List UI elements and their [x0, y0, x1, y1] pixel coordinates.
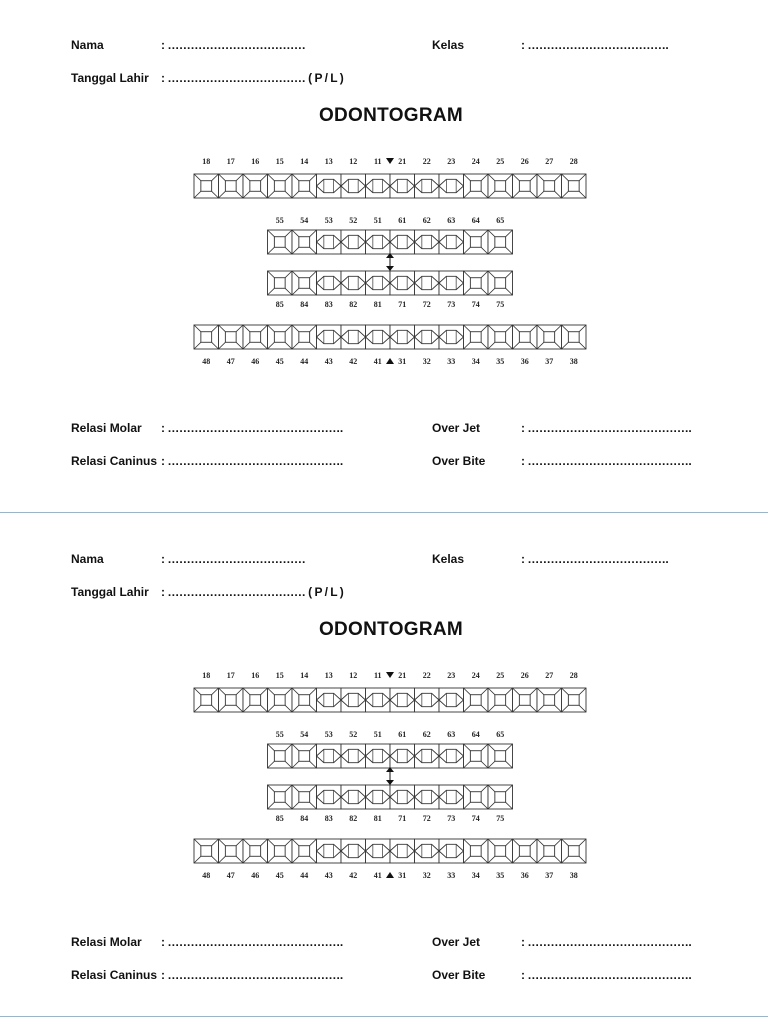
tooth-number: 83: [324, 814, 333, 823]
tooth-33[interactable]: [439, 325, 464, 349]
relasi-molar-label: Relasi Molar: [71, 935, 142, 949]
tooth-23[interactable]: [439, 688, 464, 712]
odontogram-chart: [0, 150, 768, 390]
tanggal-lahir-field[interactable]: : ……………………………… ( P / L ): [161, 71, 344, 85]
tooth-43[interactable]: [317, 325, 342, 349]
tooth-number: 27: [545, 157, 554, 166]
tooth-number: 45: [275, 871, 284, 880]
tooth-number: 85: [275, 814, 284, 823]
tooth-21[interactable]: [390, 174, 415, 198]
tooth-45[interactable]: [268, 325, 293, 349]
tooth-71[interactable]: [390, 785, 415, 809]
tooth-number: 36: [520, 357, 529, 366]
tooth-47[interactable]: [219, 839, 244, 863]
tooth-22[interactable]: [415, 688, 440, 712]
over-bite-label: Over Bite: [432, 968, 486, 982]
tooth-number: 23: [447, 157, 456, 166]
tooth-number: 38: [569, 871, 578, 880]
tooth-71[interactable]: [390, 271, 415, 295]
over-jet-label: Over Jet: [432, 935, 481, 949]
tooth-number: 51: [373, 730, 382, 739]
tooth-53[interactable]: [317, 230, 342, 254]
kelas-field[interactable]: : ……………………………….: [521, 38, 669, 52]
tooth-number: 41: [373, 871, 382, 880]
odontogram-title: ODONTOGRAM: [318, 619, 464, 640]
tooth-number: 48: [202, 871, 211, 880]
nama-field[interactable]: : ………………………………: [161, 38, 306, 52]
tooth-75[interactable]: [488, 785, 513, 809]
tooth-38[interactable]: [562, 839, 587, 863]
tooth-number: 41: [373, 357, 382, 366]
tooth-72[interactable]: [415, 785, 440, 809]
tooth-31[interactable]: [390, 839, 415, 863]
tooth-number: 51: [373, 216, 382, 225]
tooth-number: 42: [349, 871, 358, 880]
tooth-number: 11: [373, 157, 382, 166]
tooth-42[interactable]: [341, 839, 366, 863]
tooth-number: 71: [398, 300, 407, 309]
relasi-molar-field[interactable]: : ……………………………………….: [161, 935, 343, 949]
tooth-number: 21: [398, 671, 407, 680]
tooth-number: 32: [422, 871, 431, 880]
tooth-15[interactable]: [268, 688, 293, 712]
tooth-number: 31: [398, 357, 407, 366]
tooth-number: 61: [398, 730, 407, 739]
section-divider: [0, 512, 768, 513]
kelas-label: Kelas: [432, 552, 465, 566]
tooth-number: 17: [226, 157, 235, 166]
tooth-52[interactable]: [341, 744, 366, 768]
relasi-caninus-field[interactable]: : ……………………………………….: [161, 454, 343, 468]
relasi-molar-field[interactable]: : ……………………………………….: [161, 421, 343, 435]
tooth-75[interactable]: [488, 271, 513, 295]
relasi-molar-label: Relasi Molar: [71, 421, 142, 435]
tooth-number: 63: [447, 730, 456, 739]
tooth-15[interactable]: [268, 174, 293, 198]
tooth-62[interactable]: [415, 744, 440, 768]
tooth-number: 15: [275, 671, 284, 680]
over-jet-field[interactable]: : …………………………………….: [521, 421, 692, 435]
tooth-48[interactable]: [194, 839, 219, 863]
tooth-number: 72: [422, 300, 431, 309]
tooth-number: 53: [324, 730, 333, 739]
tooth-number: 11: [373, 671, 382, 680]
kelas-label: Kelas: [432, 38, 465, 52]
tooth-number: 47: [226, 357, 235, 366]
tooth-number: 24: [471, 671, 480, 680]
tooth-number: 26: [520, 671, 529, 680]
tooth-number: 74: [471, 814, 480, 823]
tooth-18[interactable]: [194, 688, 219, 712]
tooth-32[interactable]: [415, 325, 440, 349]
tooth-54[interactable]: [292, 230, 317, 254]
tooth-82[interactable]: [341, 271, 366, 295]
tooth-number: 53: [324, 216, 333, 225]
tooth-46[interactable]: [243, 839, 268, 863]
tooth-number: 81: [373, 814, 382, 823]
over-bite-field[interactable]: : …………………………………….: [521, 454, 692, 468]
tooth-number: 72: [422, 814, 431, 823]
tooth-number: 54: [300, 216, 309, 225]
tooth-number: 65: [496, 730, 505, 739]
tooth-48[interactable]: [194, 325, 219, 349]
tooth-17[interactable]: [219, 174, 244, 198]
tooth-51[interactable]: [366, 230, 391, 254]
tooth-33[interactable]: [439, 839, 464, 863]
tooth-number: 18: [202, 157, 211, 166]
tooth-number: 16: [251, 671, 260, 680]
tooth-53[interactable]: [317, 744, 342, 768]
tooth-64[interactable]: [464, 230, 489, 254]
tooth-number: 46: [251, 871, 260, 880]
tooth-85[interactable]: [268, 785, 293, 809]
tooth-number: 25: [496, 671, 505, 680]
tooth-number: 14: [300, 157, 309, 166]
tooth-82[interactable]: [341, 785, 366, 809]
tooth-34[interactable]: [464, 325, 489, 349]
tooth-number: 13: [324, 671, 333, 680]
tooth-84[interactable]: [292, 785, 317, 809]
tooth-number: 45: [275, 357, 284, 366]
tooth-26[interactable]: [513, 688, 538, 712]
tooth-23[interactable]: [439, 174, 464, 198]
over-bite-label: Over Bite: [432, 454, 486, 468]
tooth-number: 18: [202, 671, 211, 680]
tooth-28[interactable]: [562, 174, 587, 198]
tooth-46[interactable]: [243, 325, 268, 349]
tooth-number: 12: [349, 671, 358, 680]
tooth-28[interactable]: [562, 688, 587, 712]
tooth-number: 35: [496, 871, 505, 880]
tooth-number: 37: [545, 357, 554, 366]
tooth-18[interactable]: [194, 174, 219, 198]
odontogram-title: ODONTOGRAM: [318, 105, 464, 126]
relasi-caninus-label: Relasi Caninus: [71, 454, 158, 468]
tooth-number: 13: [324, 157, 333, 166]
tooth-47[interactable]: [219, 325, 244, 349]
tooth-number: 44: [300, 357, 309, 366]
tooth-41[interactable]: [366, 325, 391, 349]
tooth-number: 71: [398, 814, 407, 823]
tooth-12[interactable]: [341, 174, 366, 198]
tooth-36[interactable]: [513, 839, 538, 863]
tooth-73[interactable]: [439, 271, 464, 295]
tooth-62[interactable]: [415, 230, 440, 254]
tooth-number: 75: [496, 814, 505, 823]
tooth-number: 24: [471, 157, 480, 166]
tooth-83[interactable]: [317, 271, 342, 295]
tooth-24[interactable]: [464, 688, 489, 712]
odontogram-form-2: [0, 514, 768, 1028]
tooth-11[interactable]: [366, 688, 391, 712]
over-bite-field[interactable]: : …………………………………….: [521, 968, 692, 982]
tooth-44[interactable]: [292, 325, 317, 349]
tooth-number: 14: [300, 671, 309, 680]
tooth-13[interactable]: [317, 688, 342, 712]
tooth-27[interactable]: [537, 174, 562, 198]
tooth-number: 17: [226, 671, 235, 680]
tooth-21[interactable]: [390, 688, 415, 712]
tooth-63[interactable]: [439, 230, 464, 254]
tooth-11[interactable]: [366, 174, 391, 198]
tooth-42[interactable]: [341, 325, 366, 349]
tooth-31[interactable]: [390, 325, 415, 349]
tooth-35[interactable]: [488, 839, 513, 863]
tooth-74[interactable]: [464, 785, 489, 809]
tooth-number: 33: [447, 871, 456, 880]
tooth-12[interactable]: [341, 688, 366, 712]
tooth-number: 65: [496, 216, 505, 225]
tooth-51[interactable]: [366, 744, 391, 768]
tooth-number: 84: [300, 300, 309, 309]
tanggal-lahir-label: Tanggal Lahir: [71, 585, 149, 599]
tooth-41[interactable]: [366, 839, 391, 863]
tooth-61[interactable]: [390, 744, 415, 768]
tooth-55[interactable]: [268, 230, 293, 254]
tooth-13[interactable]: [317, 174, 342, 198]
tooth-number: 62: [422, 216, 431, 225]
tooth-number: 27: [545, 671, 554, 680]
tooth-27[interactable]: [537, 688, 562, 712]
tooth-number: 44: [300, 871, 309, 880]
tooth-16[interactable]: [243, 688, 268, 712]
tooth-number: 83: [324, 300, 333, 309]
relasi-caninus-field[interactable]: : ……………………………………….: [161, 968, 343, 982]
tooth-number: 64: [471, 730, 480, 739]
tooth-45[interactable]: [268, 839, 293, 863]
tooth-number: 81: [373, 300, 382, 309]
tooth-number: 34: [471, 871, 480, 880]
tooth-number: 55: [275, 730, 284, 739]
tooth-72[interactable]: [415, 271, 440, 295]
tooth-14[interactable]: [292, 688, 317, 712]
tooth-number: 82: [349, 300, 358, 309]
tooth-36[interactable]: [513, 325, 538, 349]
tooth-number: 35: [496, 357, 505, 366]
tooth-number: 55: [275, 216, 284, 225]
tooth-number: 34: [471, 357, 480, 366]
tanggal-lahir-label: Tanggal Lahir: [71, 71, 149, 85]
tooth-number: 75: [496, 300, 505, 309]
tooth-number: 84: [300, 814, 309, 823]
tooth-25[interactable]: [488, 174, 513, 198]
tooth-number: 62: [422, 730, 431, 739]
tooth-number: 15: [275, 157, 284, 166]
tooth-number: 28: [569, 671, 578, 680]
tooth-73[interactable]: [439, 785, 464, 809]
tooth-35[interactable]: [488, 325, 513, 349]
tooth-number: 46: [251, 357, 260, 366]
tooth-number: 52: [349, 730, 358, 739]
tooth-number: 21: [398, 157, 407, 166]
over-jet-field[interactable]: : …………………………………….: [521, 935, 692, 949]
tooth-43[interactable]: [317, 839, 342, 863]
tooth-81[interactable]: [366, 271, 391, 295]
tooth-number: 61: [398, 216, 407, 225]
tooth-number: 37: [545, 871, 554, 880]
tooth-38[interactable]: [562, 325, 587, 349]
tooth-84[interactable]: [292, 271, 317, 295]
relasi-caninus-label: Relasi Caninus: [71, 968, 158, 982]
tooth-61[interactable]: [390, 230, 415, 254]
kelas-field[interactable]: : ……………………………….: [521, 552, 669, 566]
tooth-64[interactable]: [464, 744, 489, 768]
tooth-number: 26: [520, 157, 529, 166]
tooth-number: 42: [349, 357, 358, 366]
tooth-44[interactable]: [292, 839, 317, 863]
tooth-number: 54: [300, 730, 309, 739]
tooth-number: 52: [349, 216, 358, 225]
tooth-number: 36: [520, 871, 529, 880]
tooth-number: 16: [251, 157, 260, 166]
tooth-24[interactable]: [464, 174, 489, 198]
tooth-65[interactable]: [488, 744, 513, 768]
tooth-37[interactable]: [537, 325, 562, 349]
over-jet-label: Over Jet: [432, 421, 481, 435]
tooth-number: 31: [398, 871, 407, 880]
nama-label: Nama: [71, 38, 104, 52]
tooth-14[interactable]: [292, 174, 317, 198]
tooth-number: 85: [275, 300, 284, 309]
tooth-65[interactable]: [488, 230, 513, 254]
tooth-52[interactable]: [341, 230, 366, 254]
tooth-16[interactable]: [243, 174, 268, 198]
tooth-32[interactable]: [415, 839, 440, 863]
tanggal-lahir-field[interactable]: : ……………………………… ( P / L ): [161, 585, 344, 599]
tooth-number: 23: [447, 671, 456, 680]
tooth-number: 28: [569, 157, 578, 166]
tooth-81[interactable]: [366, 785, 391, 809]
tooth-number: 73: [447, 814, 456, 823]
tooth-number: 22: [422, 157, 431, 166]
tooth-54[interactable]: [292, 744, 317, 768]
tooth-number: 12: [349, 157, 358, 166]
tooth-number: 48: [202, 357, 211, 366]
tooth-55[interactable]: [268, 744, 293, 768]
tooth-number: 82: [349, 814, 358, 823]
tooth-number: 73: [447, 300, 456, 309]
tooth-number: 25: [496, 157, 505, 166]
tooth-63[interactable]: [439, 744, 464, 768]
tooth-37[interactable]: [537, 839, 562, 863]
tooth-22[interactable]: [415, 174, 440, 198]
tooth-83[interactable]: [317, 785, 342, 809]
odontogram-chart: [0, 664, 768, 904]
tooth-number: 63: [447, 216, 456, 225]
tooth-number: 74: [471, 300, 480, 309]
nama-label: Nama: [71, 552, 104, 566]
tooth-74[interactable]: [464, 271, 489, 295]
nama-field[interactable]: : ………………………………: [161, 552, 306, 566]
tooth-25[interactable]: [488, 688, 513, 712]
tooth-number: 43: [324, 357, 333, 366]
tooth-number: 32: [422, 357, 431, 366]
tooth-number: 22: [422, 671, 431, 680]
tooth-17[interactable]: [219, 688, 244, 712]
tooth-number: 33: [447, 357, 456, 366]
tooth-number: 43: [324, 871, 333, 880]
section-divider: [0, 1016, 768, 1017]
tooth-34[interactable]: [464, 839, 489, 863]
tooth-26[interactable]: [513, 174, 538, 198]
tooth-85[interactable]: [268, 271, 293, 295]
tooth-number: 47: [226, 871, 235, 880]
tooth-number: 64: [471, 216, 480, 225]
tooth-number: 38: [569, 357, 578, 366]
